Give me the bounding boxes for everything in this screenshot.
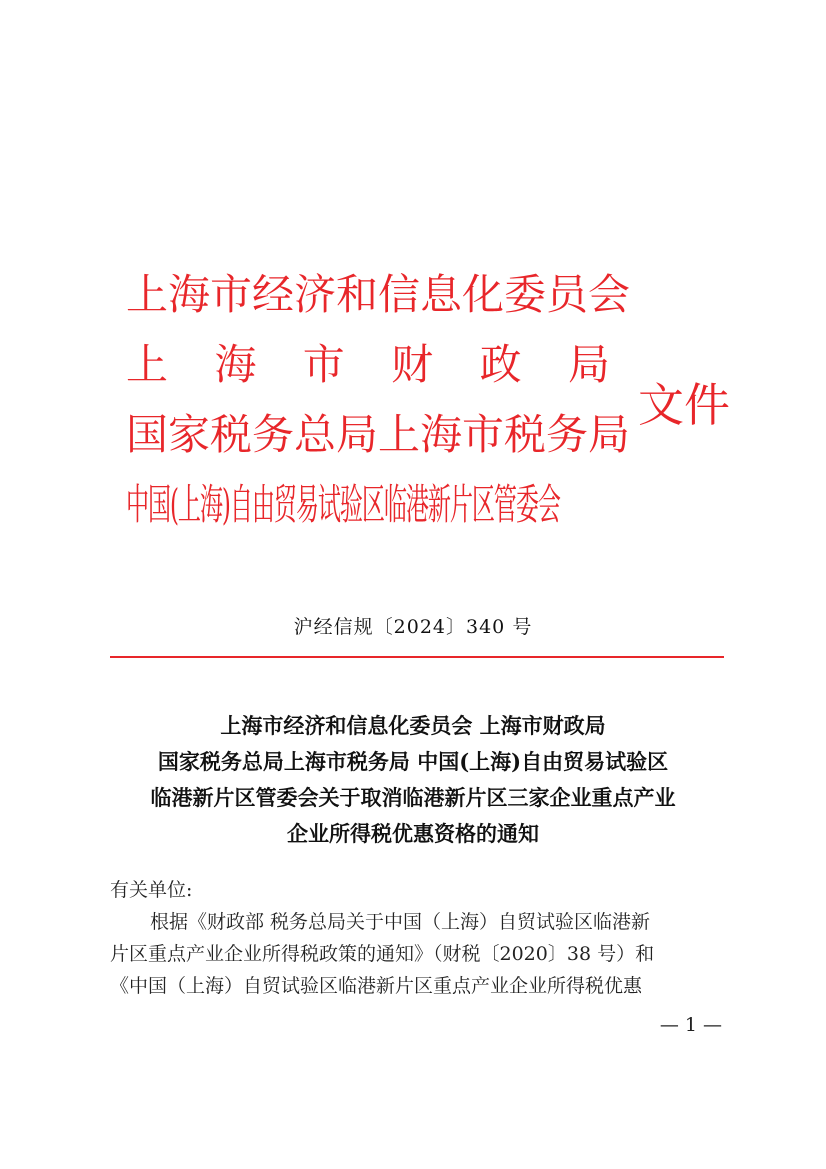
document-number: 沪经信规〔2024〕340 号 [293,616,533,638]
body-line-1: 根据《财政部 税务总局关于中国（上海）自贸试验区临港新 [150,911,651,933]
issuer-line-2-char: 市 [302,340,345,389]
title-line-2: 国家税务总局上海市税务局 中国(上海)自由贸易试验区 [157,749,669,774]
issuer-line-3: 国家税务总局上海市税务局 [126,410,631,459]
title-line-1: 上海市经济和信息化委员会 上海市财政局 [220,713,606,738]
issuer-line-2-char: 上 [126,340,169,389]
issuer-line-2-char: 局 [567,340,610,389]
issuer-line-2-char: 财 [391,340,434,389]
red-divider-line [110,656,724,658]
body-line-2: 片区重点产业企业所得税政策的通知》（财税〔2020〕38 号）和 [110,943,655,965]
document-word: 文件 [638,378,730,432]
issuer-line-2-char: 政 [479,340,522,389]
body-line-3: 《中国（上海）自贸试验区临港新片区重点产业企业所得税优惠 [110,975,643,997]
issuer-line-1: 上海市经济和信息化委员会 [126,270,631,319]
document-title [100,708,726,852]
salutation: 有关单位: [110,879,193,901]
issuer-line-2 [126,332,610,398]
issuer-line-4-text: 中国(上海)自由贸易试验区临港新片区管委会 [126,480,560,529]
issuer-line-2-char: 海 [214,340,257,389]
title-line-3: 临港新片区管委会关于取消临港新片区三家企业重点产业 [150,785,676,810]
title-line-4: 企业所得税优惠资格的通知 [287,821,539,846]
page-number: — 1 — [659,1014,722,1036]
issuer-line-4 [126,472,610,538]
